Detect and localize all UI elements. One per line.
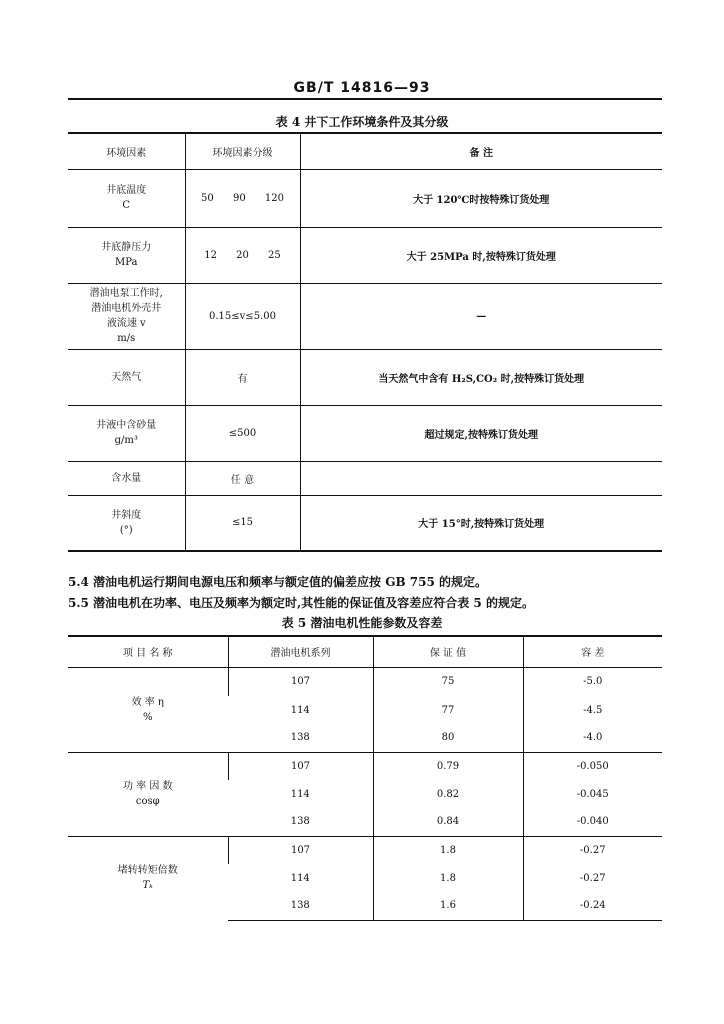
table4-note: 大于 120℃时按特殊订货处理	[300, 169, 662, 227]
table5-value: 77	[373, 696, 523, 724]
paragraph-5-4: 5.4 潜油电机运行期间电源电压和频率与额定值的偏差应按 GB 755 的规定。	[68, 575, 488, 589]
table5-series: 107	[228, 836, 373, 864]
standard-code-header: GB/T 14816—93	[293, 80, 431, 96]
table5-series: 107	[228, 667, 373, 696]
table4-caption: 表 4 井下工作环境条件及其分级	[275, 115, 449, 129]
table4-factor: 井液中含砂量 g/m³	[68, 405, 185, 461]
table4-grade: 任 意	[185, 461, 300, 495]
table5-value: 1.6	[373, 892, 523, 920]
table5-header-item: 项 目 名 称	[68, 636, 228, 667]
table5-series: 138	[290, 816, 310, 828]
table4-note: 超过规定,按特殊订货处理	[300, 405, 662, 461]
table5-tolerance: -0.27	[523, 836, 662, 864]
table5-tolerance: -0.050	[523, 752, 662, 780]
table5-value: 0.84	[373, 808, 523, 836]
table5-tolerance: -0.045	[523, 780, 662, 808]
table4-grade: ≤15	[185, 495, 300, 551]
table5-series: 138	[228, 892, 373, 920]
table5-tolerance: -0.24	[523, 892, 662, 920]
table4-note: —	[300, 283, 662, 349]
table5-series: 114	[290, 704, 310, 716]
table5-tolerance: -0.27	[523, 864, 662, 892]
table5-value: 1.8	[373, 864, 523, 892]
table5-tolerance: -5.0	[523, 667, 662, 696]
table4-factor: 天然气	[68, 349, 185, 405]
table4	[68, 132, 662, 552]
table4-grade: ≤500	[185, 405, 300, 461]
table4-header-factor: 环境因素	[68, 133, 185, 169]
table4-header-grade: 环境因素分级	[185, 133, 300, 169]
paragraph-5-5: 5.5 潜油电机在功率、电压及频率为额定时,其性能的保证值及容差应符合表 5 的规定。	[68, 596, 534, 610]
table5-value: 0.79	[373, 752, 523, 780]
table5-value: 80	[373, 724, 523, 752]
table5	[68, 635, 662, 921]
table5-value: 75	[373, 667, 523, 696]
table4-grade: 50 90 120	[185, 169, 300, 227]
table5-header-tolerance: 容 差	[523, 636, 662, 667]
table4-factor: 潜油电泵工作时, 潜油电机外壳井 液流速 v m/s	[68, 283, 185, 349]
table5-item: 堵转转矩倍数 Tₖ	[68, 836, 228, 920]
table4-factor: 井斜度 (°)	[68, 495, 185, 551]
table4-grade: 12 20 25	[185, 227, 300, 283]
table4-note	[300, 461, 662, 495]
table4-factor: 含水量	[68, 461, 185, 495]
table5-header-series: 潜油电机系列	[228, 636, 373, 667]
header-rule	[68, 98, 662, 100]
table5-series: 114	[290, 788, 310, 800]
table5-value: 1.8	[373, 836, 523, 864]
table4-factor: 井底静压力 MPa	[68, 227, 185, 283]
table5-tolerance: -4.5	[523, 696, 662, 724]
table4-note: 大于 25MPa 时,按特殊订货处理	[300, 227, 662, 283]
table5-tolerance: -0.040	[523, 808, 662, 836]
table5-header-value: 保 证 值	[373, 636, 523, 667]
table5-item: 效 率 η %	[68, 667, 228, 752]
table4-factor: 井底温度 C	[68, 169, 185, 227]
table5-series: 138	[290, 732, 310, 744]
table5-series: 114	[290, 872, 310, 884]
table4-note: 大于 15°时,按特殊订货处理	[300, 495, 662, 551]
table5-series: 107	[228, 752, 373, 780]
table5-tolerance: -4.0	[523, 724, 662, 752]
table5-value: 0.82	[373, 780, 523, 808]
table4-grade: 有	[185, 349, 300, 405]
table4-grade: 0.15≤v≤5.00	[185, 283, 300, 349]
table5-item: 功 率 因 数 cosφ	[68, 752, 228, 836]
table5-caption: 表 5 潜油电机性能参数及容差	[281, 616, 443, 630]
table4-note: 当天然气中含有 H₂S,CO₂ 时,按特殊订货处理	[300, 349, 662, 405]
table4-header-note: 备 注	[300, 133, 662, 169]
